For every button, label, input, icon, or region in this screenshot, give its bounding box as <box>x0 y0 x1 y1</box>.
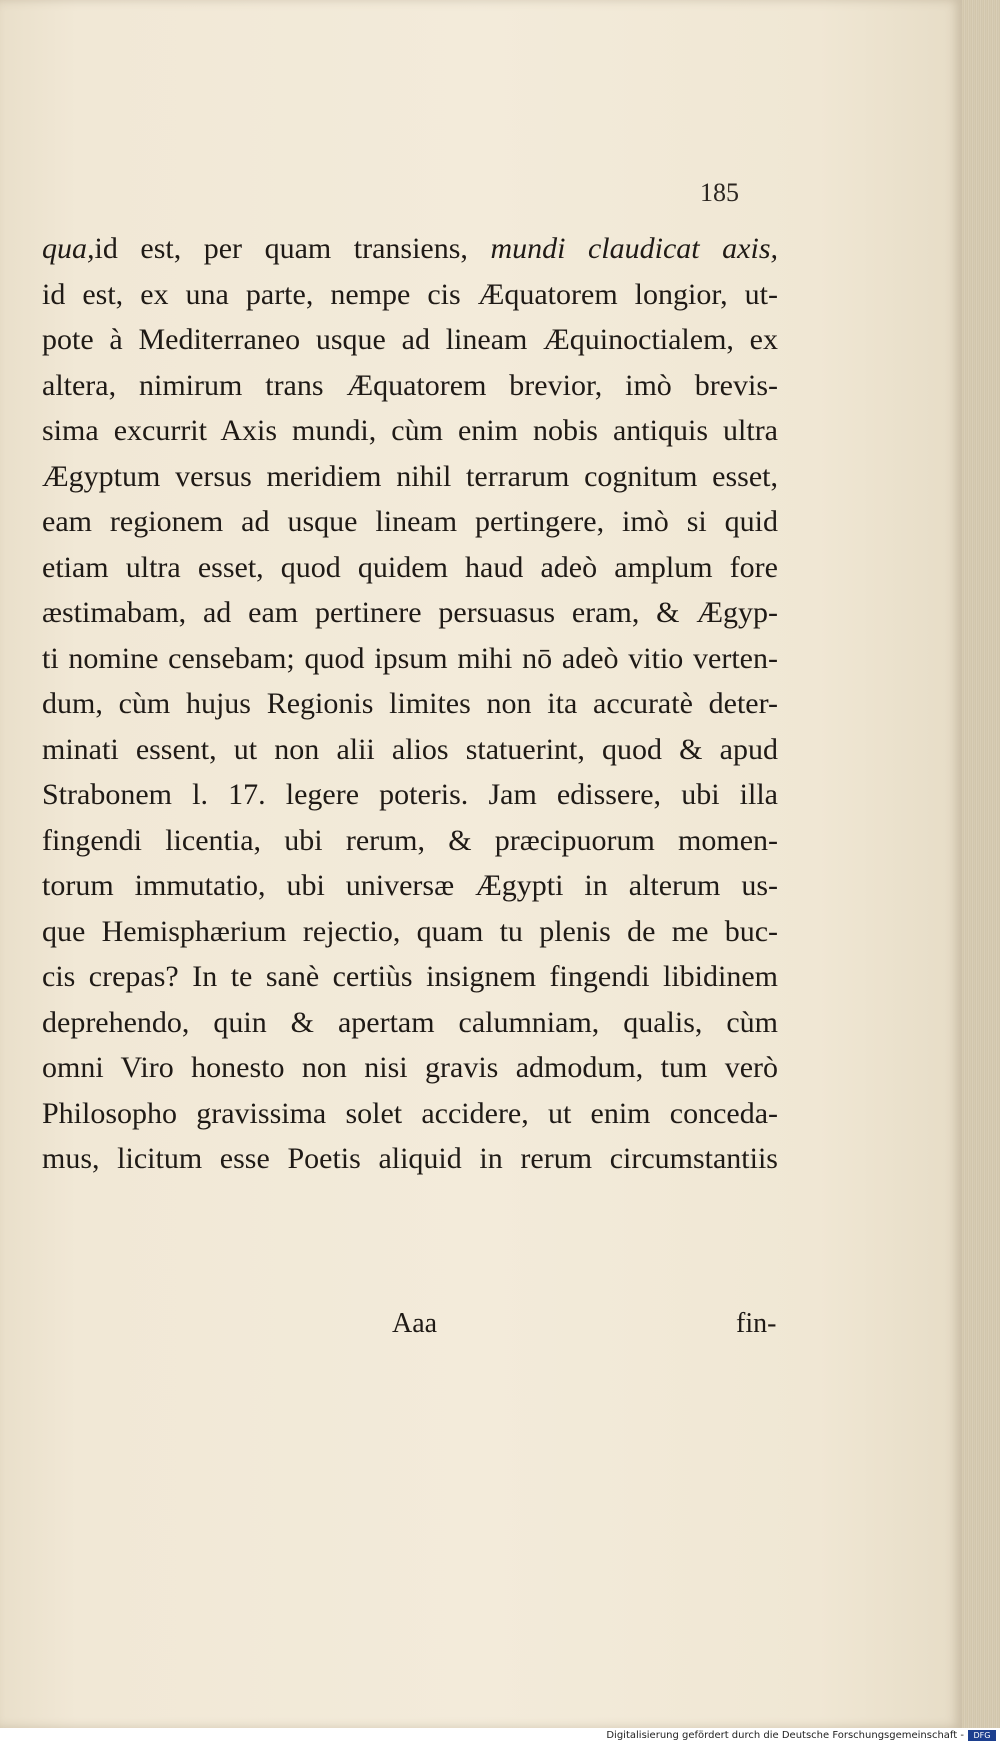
text-line <box>42 363 778 409</box>
text-line <box>42 1000 778 1046</box>
text-run: etiam ultra esset, quod quidem haud adeò amplum fore <box>42 550 778 584</box>
text-run: Ægyptum versus meridiem nihil terrarum cognitum esset, <box>42 459 778 493</box>
page-number: 185 <box>700 178 739 207</box>
catchword: fin- <box>736 1308 777 1339</box>
text-run: altera, nimirum trans Æquatorem brevior, imò brevis- <box>42 368 778 402</box>
text-line <box>42 772 778 818</box>
text-run: fingendi licentia, ubi rerum, & præcipuorum momen- <box>42 823 778 857</box>
text-line <box>42 727 778 773</box>
text-line <box>42 226 778 272</box>
page-edges <box>962 0 1000 1728</box>
text-run: torum immutatio, ubi universæ Ægypti in alterum us- <box>42 869 778 902</box>
text-line <box>42 272 778 318</box>
text-run: omni Viro honesto non nisi gravis admodum, tum verò <box>42 1051 778 1084</box>
italic-text: qua, <box>42 232 95 265</box>
dfg-logo-icon: DFG <box>968 1730 996 1741</box>
text-run: minati essent, ut non alii alios statuerint, quod & apud <box>42 732 778 766</box>
digitization-credit: Digitalisierung gefördert durch die Deutsche Forschungsgemeinschaft - <box>606 1730 964 1741</box>
text-line <box>42 681 778 727</box>
text-line <box>42 1136 778 1182</box>
text-line <box>42 636 778 682</box>
text-line <box>42 590 778 636</box>
text-run: æstimabam, ad eam pertinere persuasus eram, & Ægyp- <box>42 596 778 629</box>
signature-mark: Aaa <box>392 1308 438 1339</box>
text-run: pote à Mediterraneo usque ad lineam Æquinoctialem, ex <box>42 323 778 356</box>
text-run: ti nomine censebam; quod ipsum mihi nō adeò vitio verten- <box>42 641 778 675</box>
text-line <box>42 454 778 500</box>
text-run: sima excurrit Axis mundi, cùm enim nobis antiquis ultra <box>42 414 778 447</box>
text-run: Philosopho gravissima solet accidere, ut enim conceda- <box>42 1096 778 1130</box>
body-text <box>42 226 778 1182</box>
text-run: que Hemisphærium rejectio, quam tu plenis de me buc- <box>42 914 778 948</box>
text-line <box>42 909 778 955</box>
text-run: Strabonem l. 17. legere poteris. Jam edissere, ubi illa <box>42 778 778 811</box>
text-line <box>42 545 778 591</box>
text-line <box>42 954 778 1000</box>
text-line <box>42 499 778 545</box>
text-run: mus, licitum esse Poetis aliquid in rerum circumstantiis <box>42 1142 778 1175</box>
text-run: id est, ex una parte, nempe cis Æquatorem longior, ut- <box>42 277 778 311</box>
text-run: deprehendo, quin & apertam calumniam, qualis, cùm <box>42 1005 778 1039</box>
text-run: dum, cùm hujus Regionis limites non ita accuratè deter- <box>42 687 778 720</box>
text-line <box>42 317 778 363</box>
digitization-credit-bar <box>0 1728 1000 1743</box>
italic-text: mundi claudicat axis, <box>490 232 778 265</box>
text-line <box>42 863 778 909</box>
text-run: eam regionem ad usque lineam pertingere, imò si quid <box>42 505 778 538</box>
text-line <box>42 408 778 454</box>
text-line <box>42 1091 778 1137</box>
text-run: id est, per quam transiens, <box>94 232 491 265</box>
text-line <box>42 1045 778 1091</box>
text-run: cis crepas? In te sanè certiùs insignem fingendi libidinem <box>42 960 778 993</box>
text-line <box>42 818 778 864</box>
